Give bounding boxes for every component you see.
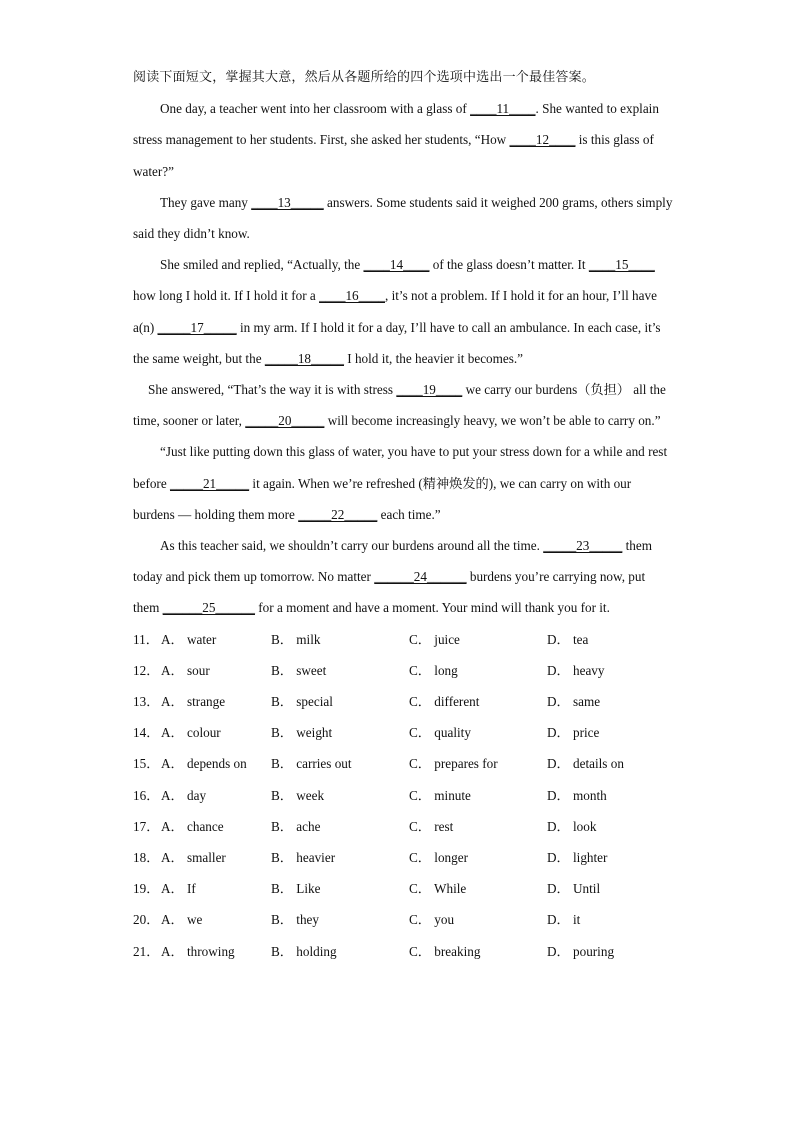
- option-b: B． they: [271, 912, 319, 928]
- question-row: [133, 873, 673, 904]
- text: will become increasingly heavy, we won’t be able to carry on.”: [324, 413, 661, 429]
- blank-20: _____20_____: [245, 413, 325, 429]
- question-row: [133, 655, 673, 686]
- option-c: C． rest: [409, 818, 454, 834]
- question-row: [133, 686, 673, 717]
- option-a: A． throwing: [161, 943, 235, 959]
- question-number: 20．: [133, 912, 160, 928]
- text: it again. When we’re refreshed (精神焕发的), we can carry on with our burdens — holding them more: [133, 475, 632, 522]
- option-d: D． month: [547, 787, 607, 803]
- option-b: B． holding: [271, 943, 337, 959]
- option-a: A． strange: [161, 694, 226, 710]
- question-number: 18．: [133, 849, 160, 865]
- option-a: A． sour: [161, 662, 210, 678]
- question-row: [133, 717, 673, 748]
- option-d: D． tea: [547, 631, 589, 647]
- option-a: A． chance: [161, 818, 224, 834]
- option-d: D． price: [547, 725, 600, 741]
- option-b: B． Like: [271, 881, 321, 897]
- blank-12: ____12____: [509, 132, 576, 148]
- question-row: [133, 842, 673, 873]
- text: them today and pick them up tomorrow. No matter: [133, 538, 652, 585]
- question-row: [133, 904, 673, 935]
- option-b: B． milk: [271, 631, 321, 647]
- text: for a moment and have a moment. Your mind will thank you for it.: [254, 600, 610, 616]
- option-a: A． smaller: [161, 849, 226, 865]
- blank-23: _____23_____: [543, 538, 623, 554]
- passage-paragraph-2: [133, 187, 673, 249]
- text: , it’s not a problem. If I hold it for an hour, I’ll have a(n): [133, 288, 657, 335]
- blank-14: ____14____: [363, 257, 430, 273]
- question-row: [133, 811, 673, 842]
- option-b: B． special: [271, 694, 333, 710]
- option-c: C． long: [409, 662, 458, 678]
- text: As this teacher said, we shouldn’t carry our burdens around all the time.: [160, 538, 544, 554]
- option-b: B． sweet: [271, 662, 327, 678]
- option-c: C． minute: [409, 787, 471, 803]
- option-c: C． different: [409, 694, 480, 710]
- blank-15: ____15____: [588, 257, 655, 273]
- question-number: 21．: [133, 943, 160, 959]
- blank-22: _____22_____: [298, 506, 378, 522]
- instruction-heading: 阅读下面短文，掌握其大意，然后从各题所给的四个选项中选出一个最佳答案。: [133, 70, 596, 85]
- option-d: D． lighter: [547, 849, 608, 865]
- question-row: [133, 936, 673, 967]
- option-d: D． same: [547, 694, 601, 710]
- text: She answered, “That’s the way it is with stress: [148, 382, 397, 398]
- option-b: B． weight: [271, 725, 333, 741]
- blank-11: ____11____: [470, 101, 536, 117]
- text: “Just like putting down this glass of water, you have to put your stress down for a while and rest before: [133, 444, 668, 491]
- text: how long I hold it. If I hold it for a: [133, 288, 320, 304]
- question-number: 17．: [133, 818, 160, 834]
- option-b: B． heavier: [271, 849, 336, 865]
- option-a: A． If: [161, 881, 196, 897]
- question-row: [133, 780, 673, 811]
- text: of the glass doesn’t matter. It: [429, 257, 589, 273]
- question-row: [133, 748, 673, 779]
- text: answers. Some students said it weighed 200 grams, others simply said they didn’t know.: [133, 194, 673, 242]
- question-number: 15．: [133, 756, 160, 772]
- blank-18: _____18_____: [264, 350, 344, 366]
- option-c: C． juice: [409, 631, 460, 647]
- text: She smiled and replied, “Actually, the: [160, 257, 364, 273]
- option-c: C． While: [409, 881, 467, 897]
- text: we carry our burdens（负担） all the time, sooner or later,: [133, 382, 666, 429]
- question-row: [133, 624, 673, 655]
- document-page: [133, 62, 673, 967]
- option-c: C． prepares for: [409, 756, 498, 772]
- text: . She wanted to explain stress management to her students. First, she asked her students, “How: [133, 101, 659, 148]
- option-a: A． water: [161, 631, 217, 647]
- text: I hold it, the heavier it becomes.”: [343, 350, 524, 366]
- blank-16: ____16____: [319, 288, 385, 304]
- option-a: A． depends on: [161, 756, 247, 772]
- blank-19: ____19____: [396, 382, 463, 398]
- option-c: C． breaking: [409, 943, 481, 959]
- text: each time.”: [377, 506, 441, 522]
- blank-13: ____13_____: [251, 194, 324, 210]
- option-d: D． pouring: [547, 943, 615, 959]
- option-a: A． we: [161, 912, 203, 928]
- option-a: A． day: [161, 787, 207, 803]
- text: burdens you’re carrying now, put them: [133, 569, 646, 616]
- option-d: D． it: [547, 912, 581, 928]
- question-number: 13．: [133, 694, 160, 710]
- option-c: C． quality: [409, 725, 471, 741]
- passage-paragraph-3: [133, 249, 673, 374]
- passage-paragraph-6: [133, 530, 673, 624]
- blank-21: _____21_____: [169, 475, 250, 491]
- option-b: B． ache: [271, 818, 321, 834]
- text: in my arm. If I hold it for a day, I’ll have to call an ambulance. In each case, it’s the same weight, but the: [133, 319, 661, 366]
- blank-25: ______25______: [162, 600, 255, 616]
- option-b: B． carries out: [271, 756, 352, 772]
- question-number: 12．: [133, 662, 160, 678]
- blank-17: _____17_____: [157, 319, 237, 335]
- text: One day, a teacher went into her classroom with a glass of: [160, 101, 471, 117]
- option-d: D． heavy: [547, 662, 605, 678]
- option-d: D． details on: [547, 756, 624, 772]
- option-a: A． colour: [161, 725, 221, 741]
- options-list: [133, 624, 673, 967]
- option-c: C． longer: [409, 849, 468, 865]
- text: is this glass of water?”: [133, 132, 654, 179]
- option-d: D． look: [547, 818, 597, 834]
- question-number: 11．: [133, 631, 159, 647]
- question-number: 19．: [133, 881, 160, 897]
- question-number: 14．: [133, 725, 160, 741]
- passage-paragraph-4: [133, 374, 673, 436]
- option-c: C． you: [409, 912, 455, 928]
- passage-paragraph-1: [133, 93, 673, 187]
- question-number: 16．: [133, 787, 160, 803]
- option-d: D． Until: [547, 881, 601, 897]
- option-b: B． week: [271, 787, 325, 803]
- passage-paragraph-5: [133, 436, 673, 530]
- text: They gave many: [160, 194, 252, 210]
- blank-24: ______24______: [374, 569, 467, 585]
